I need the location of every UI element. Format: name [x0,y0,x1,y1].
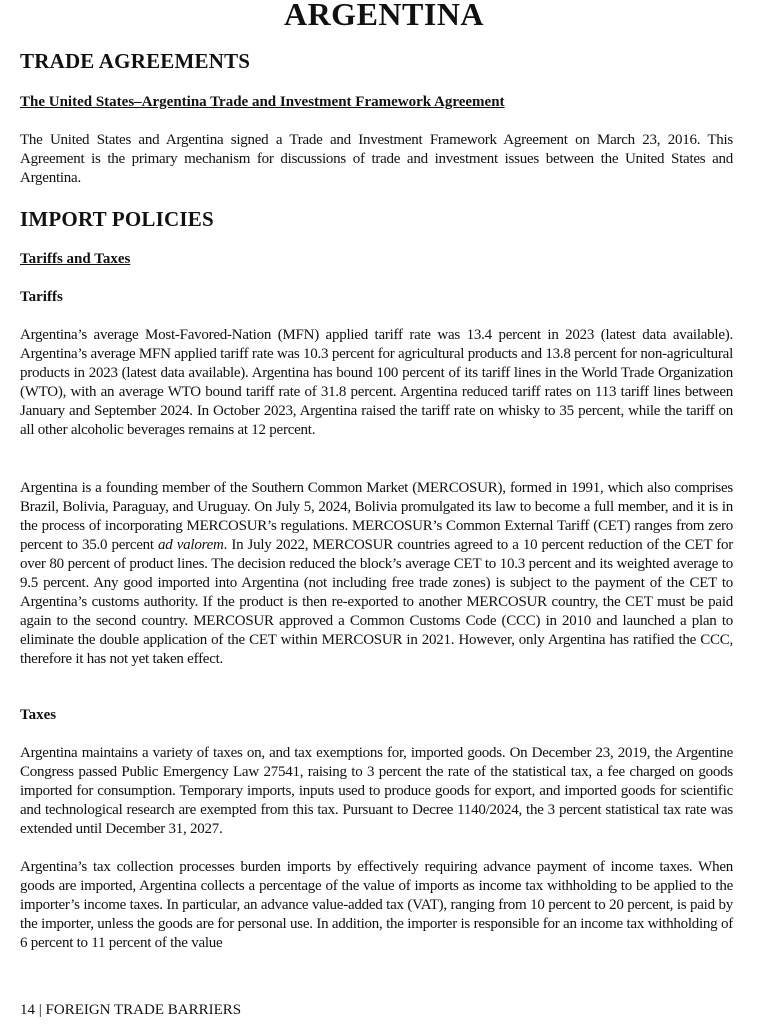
ad-valorem-term: ad valorem [158,537,224,553]
paragraph-tifa: The United States and Argentina signed a Trade and Investment Framework Agreement on March 23, 2016. This Agreement is the primary mechanism for discussions of trade and investment issues between the United States and Argentina. [20,132,733,186]
subheading-taxes: Taxes [20,707,57,723]
page-number: 14 [20,1002,35,1018]
paragraph-taxes-2: Argentina’s tax collection processes burden imports by effectively requiring advance payment of income taxes. When goods are imported, Argentina collects a percentage of the value of imports as income tax withholding to be applied to the importer’s income taxes. In particular, an advance value-added tax (VAT), ranging from 10 percent to 20 percent, is paid by the importer, unless the goods are for personal use. In addition, the importer is responsible for an income tax withholding of 6 percent to 11 percent of the value [20,859,733,951]
subheading-tifa: The United States–Argentina Trade and Investment Framework Agreement [20,94,505,110]
paragraph-tariffs-2-part-1: Argentina is a founding member of the Southern Common Market (MERCOSUR), formed in 1991, which also comprises Brazil, Bolivia, Paraguay, and Uruguay. On July 5, 2024, Bolivia promulgated its law to become a full member, and it is in the process of incorporating MERCOSUR’s regulations. MERCOSUR’s Common External Tariff (CET) ranges from zero percent to 35.0 percent [20,480,733,553]
paragraph-tariffs-1: Argentina’s average Most-Favored-Nation (MFN) applied tariff rate was 13.4 percent in 2023 (latest data available). Argentina’s average MFN applied tariff rate was 10.3 percent for agricultural products and 13.8 percent for non-agricultural products in 2023 (latest data available). Argentina has bound 100 percent of its tariff lines in the World Trade Organization (WTO), with an average WTO bound tariff rate of 31.8 percent. Argentina reduced tariff rates on 113 tariff lines between January and September 2024. In October 2023, Argentina raised the tariff rate on whisky to 35 percent, while the tariff on all other alcoholic beverages remains at 12 percent. [20,327,733,438]
paragraph-tariffs-2 [20,479,733,669]
paragraph-tariffs-2-part-2: . In July 2022, MERCOSUR countries agreed to a 10 percent reduction of the CET for over 80 percent of product lines. The decision reduced the block’s average CET to 10.3 percent and its weighted average to 9.5 percent. Any good imported into Argentina (not including free trade zones) is subject to the payment of the CET to Argentina’s customs authority. If the product is then re-exported to another MERCOSUR country, the CET must be paid again to the second country. MERCOSUR approved a Common Customs Code (CCC) in 2010 and launched a plan to eliminate the double application of the CET within MERCOSUR in 2021. However, only Argentina has ratified the CCC, therefore it has not yet taken effect. [20,537,733,667]
document-title: ARGENTINA [283,0,485,32]
subheading-tariffs: Tariffs [20,289,63,305]
section-heading-trade-agreements: TRADE AGREEMENTS [20,49,251,73]
subheading-tariffs-and-taxes: Tariffs and Taxes [20,251,131,267]
paragraph-taxes-1: Argentina maintains a variety of taxes on, and tax exemptions for, imported goods. On December 23, 2019, the Argentine Congress passed Public Emergency Law 27541, raising to 3 percent the rate of the statistical tax, a fee charged on goods imported for consumption. Temporary imports, inputs used to produce goods for export, and imported goods for scientific and technological research are exempted from this tax. Pursuant to Decree 1140/2024, the 3 percent statistical tax rate was extended until December 31, 2027. [20,745,733,837]
page-footer [20,1000,241,1020]
publication-name: FOREIGN TRADE BARRIERS [45,1002,242,1018]
footer-separator: | [38,1002,42,1018]
section-heading-import-policies: IMPORT POLICIES [20,207,214,231]
